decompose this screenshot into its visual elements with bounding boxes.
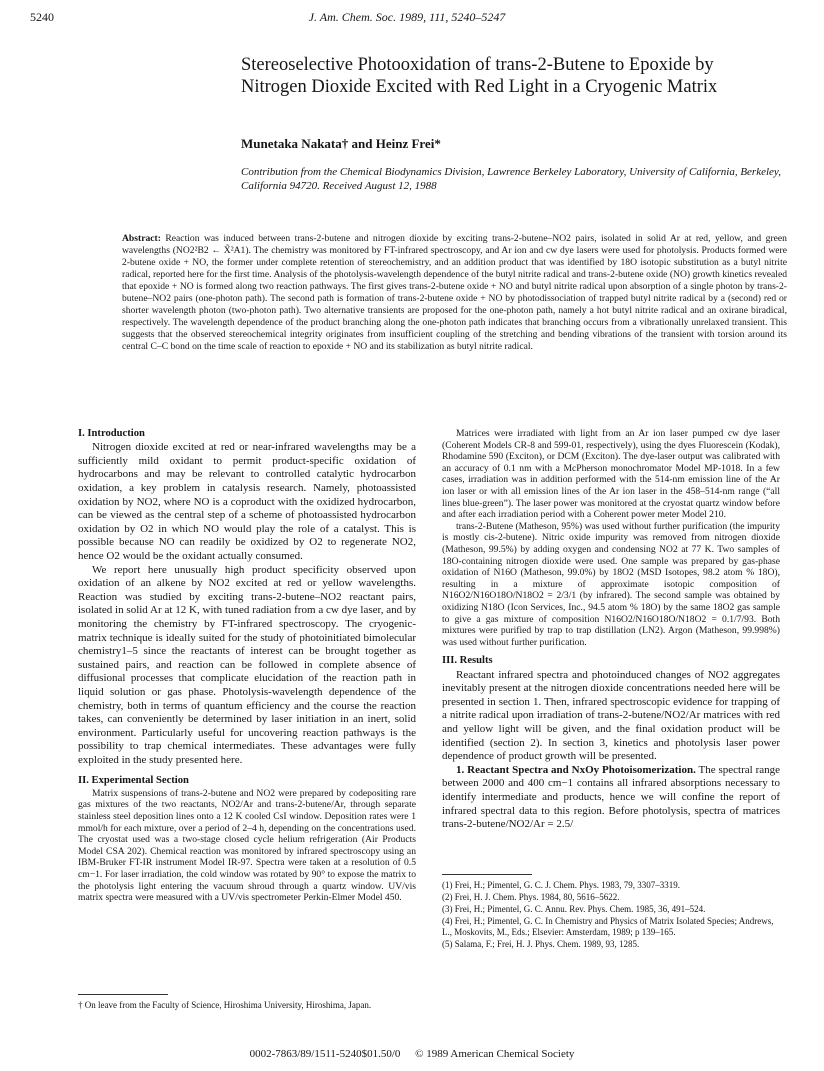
reference-list bbox=[442, 880, 778, 951]
section-heading-experimental: II. Experimental Section bbox=[78, 774, 189, 786]
results-paragraph-1: Reactant infrared spectra and photoinduced changes of NO2 aggregates inevitably present at the nitrogen dioxide concentrations needed here will be presented in section 1. Then, infrared spectroscopic evidence for trapping of a nitrite radical upon irradiation of trans-2-butene/NO2/Ar matrices with red and yellow light will be given, and the final oxidation product will be identified (section 2). In section 3, kinetics and photolysis laser power dependence of product growth will be presented. bbox=[442, 668, 780, 763]
experimental-paragraph-1: Matrix suspensions of trans-2-butene and NO2 were prepared by codepositing rare gas mixtures of the two reactants, NO2/Ar and trans-2-butene/Ar, through separate stainless steel deposition lines onto a 12 K cooled CsI window. Deposition rates were 1 mmol/h for each mixture, over a period of 2–4 h, depending on the concentrations used. The cryostat used was a two-stage closed cycle helium refrigeration (Air Products Model CSA 202). Chemical reaction was monitored by infrared spectroscopy using an IBM-Bruker FT-IR instrument Model IR-97. Spectra were taken at a resolution of 0.5 cm−1. For laser irradiation, the cold window was rotated by 90° to expose the matrix to the photolysis light entering the vacuum shroud through a quartz window. UV/vis matrix spectra were measured with a UV/vis spectrometer Perkin-Elmer Model 450. bbox=[78, 787, 416, 904]
reference-item: (3) Frei, H.; Pimentel, G. C. Annu. Rev. Phys. Chem. 1985, 36, 491–524. bbox=[442, 904, 706, 914]
intro-paragraph-2: We report here unusually high product specificity observed upon oxidation of an alkene by NO2 excited at red or yellow wavelengths. Reaction was studied by exciting trans-2-butene–NO2 reactant pairs, isolated in solid Ar at 12 K, with tuned radiation from a cw dye laser, and by monitoring the chemistry by FT-infrared spectroscopy. The cryogenic-matrix technique is ideally suited for the study of photoinitiated bimolecular chemistry1–5 since the reactants of interest can be brought together as sustained pairs, and reaction can be followed in complete absence of diffusional processes that complicate elucidation of the reaction path in liquid solution or gas phase. Photolysis-wavelength dependence of the chemistry, both in terms of quantum efficiency and the course the reaction takes, can conveniently be determined by laser initiation in an inert, solid environment. Particularly useful for uncovering reaction pathways is the possibility to trap chemical intermediates. These advantages were fully exploited in the study presented here. bbox=[78, 563, 416, 766]
issn-code: 0002-7863/89/1511-5240$01.50/0 bbox=[249, 1048, 401, 1060]
left-column bbox=[78, 428, 416, 904]
intro-paragraph-1: Nitrogen dioxide excited at red or near-infrared wavelengths may be a sufficiently mild oxidant to permit product-specific oxidation of hydrocarbons and may be relevant to controlled catalytic hydrocarbon oxidation, a key problem in catalysis research. Namely, photoassisted oxidation by NO2, where NO is a coproduct with the oxidized hydrocarbon, can be viewed as the central step of a scheme of photoassisted hydrocarbon oxidation by O2 in which NO would play the role of a catalyst. This is possible because NO can readily be oxidized by O2 to regenerate NO2, hence O2 would be the oxidant actually consumed. bbox=[78, 441, 416, 563]
author-footnote: † On leave from the Faculty of Science, Hiroshima University, Hiroshima, Japan. bbox=[78, 1000, 372, 1010]
page-number: 5240 bbox=[30, 10, 54, 24]
section-heading-introduction: I. Introduction bbox=[78, 428, 145, 439]
experimental-paragraph-2: Matrices were irradiated with light from an Ar ion laser pumped cw dye laser (Coherent Models CR-8 and 599-01, respectively), using the dyes Fluorescein (Kodak), Rhodamine 590 (Exciton), or DCM (Exciton). The dye-laser output was calibrated with an accuracy of 0.1 nm with a McPherson monochromator Model MP-1018. In a few cases, irradiation was in addition performed with the 514-nm emission line of the Ar ion laser or with all emission lines of the Ar ion laser in the 458–514-nm range (“all lines blue-green”). The laser power was monitored at the cryostat quartz window before and after each irradiation period with a Coherent power meter Model 210. bbox=[442, 428, 780, 521]
running-header bbox=[30, 10, 784, 30]
reference-item: (5) Salama, F.; Frei, H. J. Phys. Chem. 1989, 93, 1285. bbox=[442, 939, 640, 949]
copyright-notice: © 1989 American Chemical Society bbox=[415, 1048, 575, 1060]
left-footnote-rule bbox=[78, 994, 168, 995]
reference-item: (1) Frei, H.; Pimentel, G. C. J. Chem. Phys. 1983, 79, 3307–3319. bbox=[442, 880, 680, 890]
right-column bbox=[442, 428, 780, 832]
right-footnote-rule bbox=[442, 874, 532, 875]
experimental-paragraph-3: trans-2-Butene (Matheson, 95%) was used without further purification (the impurity is mostly cis-2-butene). Nitric oxide impurity was removed from nitrogen dioxide (Matheson, 99.5%) by adding oxygen and condensing NO2 at 77 K. Two samples of 18O-containing nitrogen dioxide were used. One sample was prepared by gas-phase oxidation of N16O (Matheson, 99.0%) by 18O2 (MSD Isotopes, 98.2 atom % 18O), resulting in a mixture of approximate isotopic composition of N16O2/N16O18O/N18O2 = 2/3/1 (by infrared). The second sample was obtained by oxidizing N18O (Icon Services, Inc., 94.5 atom % 18O) by the same 18O2 gas sample to give a gas mixture of composition N16O2/N16O18O/N18O2 = 0.1/7/93. Both mixtures were purified by trap to trap distillation (LN2). Argon (Matheson, 99.998%) was used without further purification. bbox=[442, 520, 780, 648]
article-affiliation: Contribution from the Chemical Biodynamics Division, Lawrence Berkeley Laboratory, University of California, Berkeley, California 94720. Received August 12, 1988 bbox=[241, 166, 781, 192]
results-subsection-heading: 1. Reactant Spectra and NxOy Photoisomerization. bbox=[456, 763, 696, 776]
journal-citation: J. Am. Chem. Soc. 1989, 111, 5240–5247 bbox=[308, 10, 506, 24]
results-paragraph-2-text: The spectral range between 2000 and 400 cm−1 contains all infrared absorptions necessary to identify intermediate and products, hence we will confine the report of infrared spectral data to this region. Before photolysis, spectra of matrices trans-2-butene/NO2/Ar = 2.5/ bbox=[442, 763, 781, 831]
abstract-label: Abstract: bbox=[122, 233, 161, 244]
section-heading-results: III. Results bbox=[442, 655, 493, 667]
article-title: Stereoselective Photooxidation of trans-2-Butene to Epoxide by Nitrogen Dioxide Excited with Red Light in a Cryogenic Matrix bbox=[241, 55, 718, 97]
article-authors: Munetaka Nakata† and Heinz Frei* bbox=[241, 136, 441, 151]
results-paragraph-2 bbox=[442, 764, 780, 832]
reference-item: (2) Frei, H. J. Chem. Phys. 1984, 80, 5616–5622. bbox=[442, 892, 620, 902]
page-footer bbox=[0, 1048, 824, 1060]
reference-item: (4) Frei, H.; Pimentel, G. C. In Chemistry and Physics of Matrix Isolated Species; Andrews, L., Moskovits, M., Eds.; Elsevier: Amsterdam, 1989; p 139–165. bbox=[442, 916, 774, 937]
abstract bbox=[122, 233, 787, 353]
abstract-text: Reaction was induced between trans-2-butene and nitrogen dioxide by exciting trans-2-butene–NO2 pairs, isolated in solid Ar at red, yellow, and green wavelengths (NO2²B2 ← X̃²A1). The chemistry was monitored by FT-infrared spectroscopy, and Ar ion and cw dye lasers were used for photolysis. Products formed were 2-butene oxide + NO, the former under complete retention of stereochemistry, and an addition product that was identified by 18O isotopic substitution as a butyl nitrite radical, reported here for the first time. Analysis of the photolysis-wavelength dependence of the butyl nitrite radical and trans-2-butene oxide (NO) growth kinetics revealed that epoxide + NO is formed along two reaction pathways. The first gives trans-2-butene oxide + NO and butyl nitrite radical upon absorption of a single photon by trans-2-butene–NO2 pairs (one-photon path). The second path is formation of trans-2-butene oxide + NO by photodissociation of trapped butyl nitrite radical by a (second) red or shorter wavelength photon (two-photon path). Two alternative transients are proposed for the one-photon path, namely a hot butyl nitrite radical and an oxirane biradical, respectively. The wavelength dependence of the product branching along the one-photon path indicates that branching occurs from a vibrationally unrelaxed transient. This suggests that the observed stereochemical integrity originates from insufficient coupling of the stretching and bending vibrations of the transient with torsion around its central C–C bond on the time scale of reaction to epoxide + NO and its stabilization as butyl nitrite radical. bbox=[122, 233, 787, 352]
